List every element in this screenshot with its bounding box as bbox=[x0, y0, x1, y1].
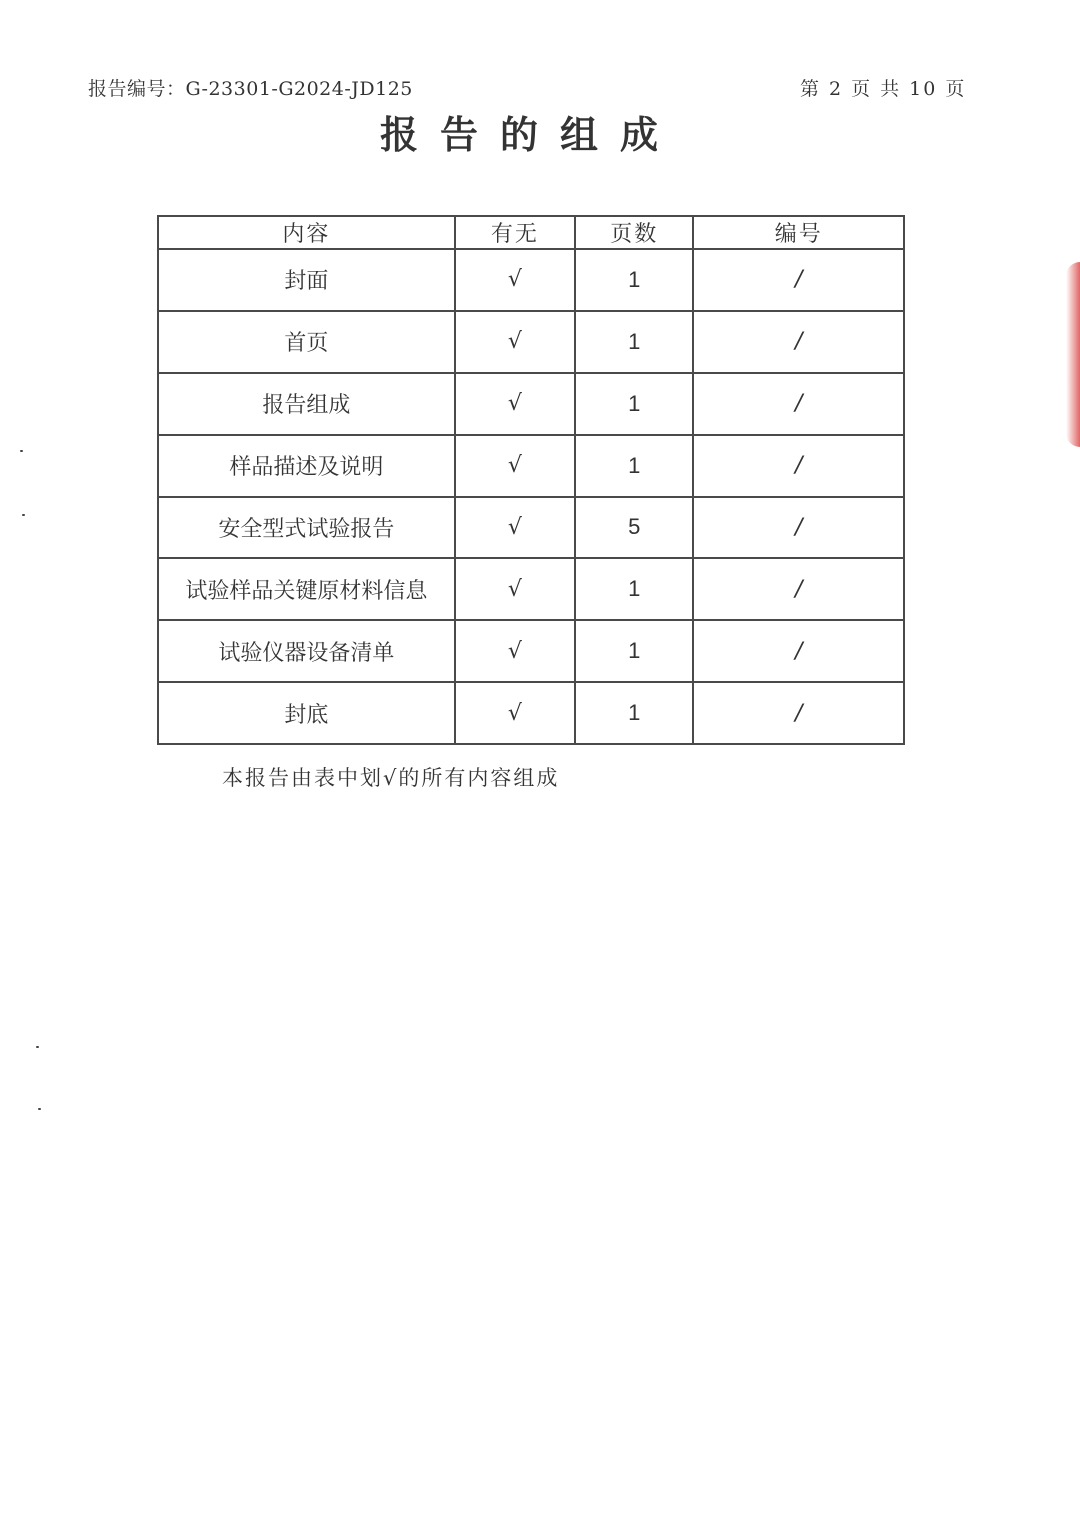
scan-speck bbox=[36, 1046, 39, 1048]
row-code: / bbox=[693, 620, 904, 682]
row-pages: 1 bbox=[575, 682, 693, 744]
row-has: √ bbox=[455, 435, 575, 497]
row-content: 报告组成 bbox=[158, 373, 455, 435]
page-prefix: 第 bbox=[800, 78, 822, 100]
row-has: √ bbox=[455, 249, 575, 311]
row-code: / bbox=[693, 558, 904, 620]
report-number-value: G-23301-G2024-JD125 bbox=[185, 78, 413, 100]
row-pages: 1 bbox=[575, 311, 693, 373]
row-has: √ bbox=[455, 558, 575, 620]
row-has: √ bbox=[455, 311, 575, 373]
table-row bbox=[158, 620, 904, 682]
row-pages: 5 bbox=[575, 497, 693, 559]
page-total: 10 bbox=[909, 78, 938, 100]
header-content: 内容 bbox=[158, 216, 455, 249]
table-row bbox=[158, 497, 904, 559]
page-current: 2 bbox=[829, 78, 844, 100]
row-content: 封底 bbox=[158, 682, 455, 744]
row-code: / bbox=[693, 497, 904, 559]
table-row bbox=[158, 311, 904, 373]
scan-speck bbox=[22, 514, 25, 516]
footnote: 本报告由表中划√的所有内容组成 bbox=[222, 766, 560, 790]
table-header-row bbox=[158, 216, 904, 249]
row-has: √ bbox=[455, 682, 575, 744]
row-content: 首页 bbox=[158, 311, 455, 373]
row-content: 安全型式试验报告 bbox=[158, 497, 455, 559]
report-number bbox=[88, 74, 413, 101]
scan-speck bbox=[38, 1108, 41, 1110]
row-has: √ bbox=[455, 620, 575, 682]
row-pages: 1 bbox=[575, 620, 693, 682]
row-pages: 1 bbox=[575, 249, 693, 311]
table-row bbox=[158, 435, 904, 497]
row-content: 试验仪器设备清单 bbox=[158, 620, 455, 682]
page-title: 报告的组成 bbox=[379, 112, 680, 157]
row-pages: 1 bbox=[575, 435, 693, 497]
report-number-label: 报告编号： bbox=[88, 78, 186, 100]
row-content: 封面 bbox=[158, 249, 455, 311]
page-suffix: 页 bbox=[945, 78, 967, 100]
row-content: 样品描述及说明 bbox=[158, 435, 455, 497]
row-code: / bbox=[693, 682, 904, 744]
table-row bbox=[158, 558, 904, 620]
row-pages: 1 bbox=[575, 558, 693, 620]
header-code: 编号 bbox=[693, 216, 904, 249]
header-pages: 页数 bbox=[575, 216, 693, 249]
row-has: √ bbox=[455, 373, 575, 435]
row-code: / bbox=[693, 435, 904, 497]
row-code: / bbox=[693, 373, 904, 435]
table-row bbox=[158, 682, 904, 744]
seal-stamp-edge bbox=[1066, 262, 1080, 447]
table-row bbox=[158, 249, 904, 311]
composition-table bbox=[157, 215, 905, 745]
table-row bbox=[158, 373, 904, 435]
page-indicator bbox=[800, 74, 974, 101]
header-has: 有无 bbox=[455, 216, 575, 249]
row-pages: 1 bbox=[575, 373, 693, 435]
row-has: √ bbox=[455, 497, 575, 559]
row-code: / bbox=[693, 311, 904, 373]
scan-speck bbox=[20, 450, 23, 452]
page-mid: 页 共 bbox=[851, 78, 902, 100]
row-content: 试验样品关键原材料信息 bbox=[158, 558, 455, 620]
row-code: / bbox=[693, 249, 904, 311]
